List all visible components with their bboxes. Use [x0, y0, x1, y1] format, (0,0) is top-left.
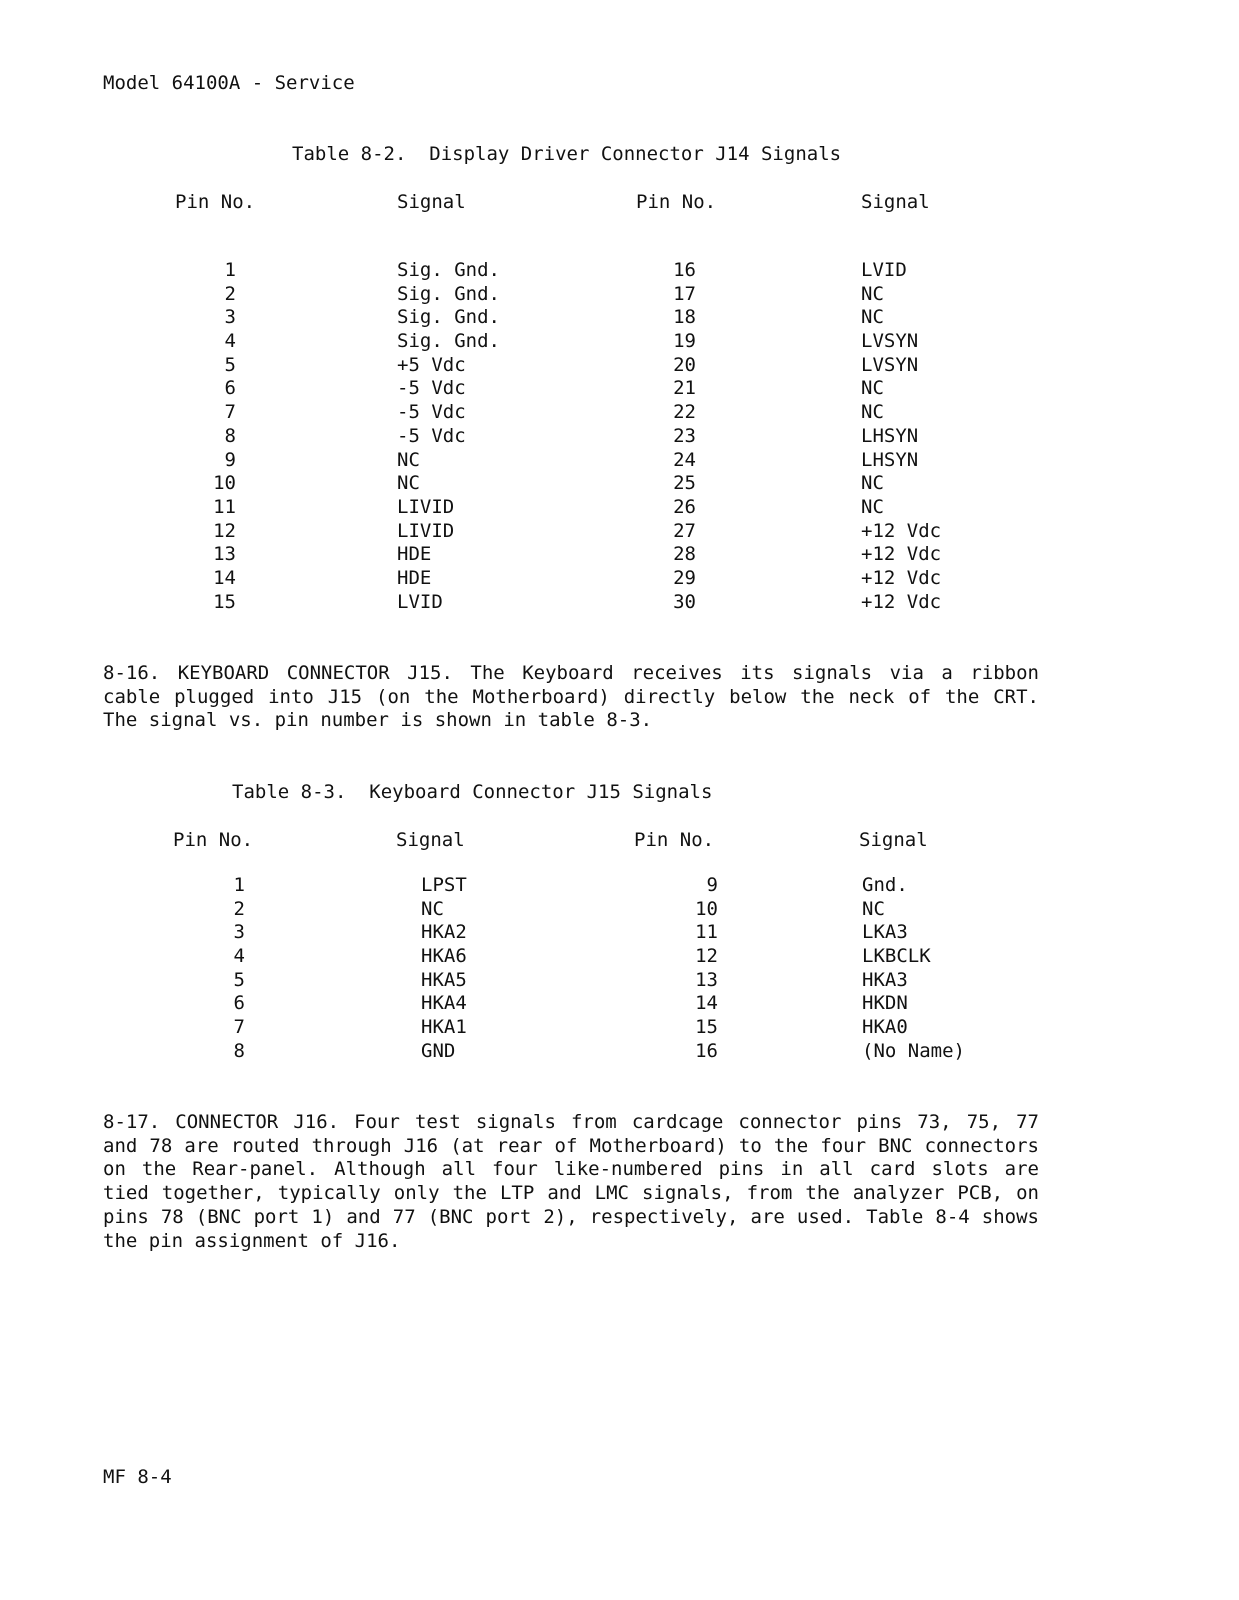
- table-cell-signal: HKA2: [421, 921, 467, 944]
- table-cell-pin: 5: [233, 968, 245, 991]
- table-cell-pin: 13: [213, 543, 236, 566]
- t3-right-signal-column: [862, 874, 1022, 1064]
- page-header: Model 64100A - Service: [103, 72, 355, 94]
- table-cell-pin: 14: [213, 566, 236, 589]
- t3-left-signal-column: [421, 874, 581, 1064]
- table-cell-signal: LKA3: [862, 921, 908, 944]
- table-cell-pin: 24: [673, 448, 696, 471]
- t3-right-pin-column: [678, 874, 718, 1064]
- table-cell-pin: 18: [673, 306, 696, 329]
- table-cell-signal: -5 Vdc: [397, 377, 466, 400]
- table-cell-signal: LVSYN: [861, 330, 919, 353]
- table-cell-signal: Sig. Gnd.: [397, 259, 500, 281]
- table-cell-signal: LVID: [861, 259, 907, 281]
- table-cell-pin: 1: [233, 874, 245, 896]
- table-cell-pin: 12: [695, 945, 718, 968]
- table-cell-signal: LPST: [421, 874, 467, 896]
- table-cell-pin: 16: [695, 1039, 718, 1062]
- table-cell-pin: 12: [213, 519, 236, 542]
- table-cell-pin: 7: [233, 1016, 245, 1039]
- table-cell-pin: 2: [233, 897, 245, 920]
- table-cell-pin: 25: [673, 472, 696, 495]
- table-cell-signal: (No Name): [862, 1039, 965, 1062]
- table-cell-pin: 13: [695, 968, 718, 991]
- table-cell-pin: 19: [673, 330, 696, 353]
- table-cell-signal: NC: [861, 306, 884, 329]
- t3-header-pin-left: Pin No.: [173, 829, 254, 851]
- table-cell-pin: 26: [673, 495, 696, 518]
- table-cell-signal: LIVID: [397, 519, 455, 542]
- t2-header-pin-left: Pin No.: [175, 191, 256, 213]
- table-cell-signal: NC: [397, 472, 420, 495]
- table-cell-signal: HKA0: [862, 1016, 908, 1039]
- table-cell-signal: -5 Vdc: [397, 401, 466, 424]
- table-cell-pin: 1: [224, 259, 236, 281]
- table-cell-pin: 8: [224, 424, 236, 447]
- table-cell-pin: 16: [673, 259, 696, 281]
- table-cell-pin: 2: [224, 282, 236, 305]
- table-cell-signal: GND: [421, 1039, 456, 1062]
- table-cell-signal: +12 Vdc: [861, 519, 942, 542]
- table-cell-pin: 9: [706, 874, 718, 896]
- table-cell-pin: 8: [233, 1039, 245, 1062]
- table-cell-pin: 17: [673, 282, 696, 305]
- table-cell-pin: 15: [695, 1016, 718, 1039]
- t2-right-pin-column: [656, 259, 696, 614]
- table-cell-pin: 6: [224, 377, 236, 400]
- table-cell-pin: 23: [673, 424, 696, 447]
- t2-right-signal-column: [861, 259, 1061, 614]
- table-cell-pin: 15: [213, 590, 236, 613]
- table-cell-pin: 14: [695, 992, 718, 1015]
- table-cell-signal: HKA6: [421, 945, 467, 968]
- table-cell-signal: NC: [861, 495, 884, 518]
- table-cell-pin: 11: [695, 921, 718, 944]
- table-cell-pin: 28: [673, 543, 696, 566]
- table-cell-pin: 10: [213, 472, 236, 495]
- t2-left-signal-column: [397, 259, 597, 614]
- table-cell-signal: Sig. Gnd.: [397, 282, 500, 305]
- t3-header-signal-right: Signal: [859, 829, 928, 851]
- table-cell-signal: +12 Vdc: [861, 590, 942, 613]
- table-cell-signal: LVSYN: [861, 353, 919, 376]
- table-cell-signal: NC: [861, 282, 884, 305]
- table-cell-signal: NC: [862, 897, 885, 920]
- t3-header-pin-right: Pin No.: [634, 829, 715, 851]
- table-cell-signal: LKBCLK: [862, 945, 931, 968]
- t3-left-pin-column: [205, 874, 245, 1064]
- table-cell-pin: 20: [673, 353, 696, 376]
- t2-header-pin-right: Pin No.: [636, 191, 717, 213]
- table-cell-signal: Sig. Gnd.: [397, 330, 500, 353]
- page-footer: MF 8-4: [103, 1466, 172, 1488]
- table-cell-signal: Sig. Gnd.: [397, 306, 500, 329]
- table-cell-signal: +5 Vdc: [397, 353, 466, 376]
- table-cell-signal: NC: [421, 897, 444, 920]
- table-cell-pin: 11: [213, 495, 236, 518]
- table-cell-pin: 5: [224, 353, 236, 376]
- table-cell-pin: 7: [224, 401, 236, 424]
- table-cell-pin: 6: [233, 992, 245, 1015]
- table-cell-signal: HKA1: [421, 1016, 467, 1039]
- t2-header-signal-left: Signal: [397, 191, 466, 213]
- table-cell-signal: NC: [397, 448, 420, 471]
- table-cell-signal: LHSYN: [861, 448, 919, 471]
- table-cell-signal: NC: [861, 401, 884, 424]
- table-cell-signal: +12 Vdc: [861, 566, 942, 589]
- table-cell-signal: LIVID: [397, 495, 455, 518]
- table-cell-pin: 10: [695, 897, 718, 920]
- table-cell-signal: HKA4: [421, 992, 467, 1015]
- table-8-2-title: Table 8-2. Display Driver Connector J14 Signals: [292, 143, 842, 165]
- table-cell-signal: HDE: [397, 543, 432, 566]
- table-cell-signal: HKDN: [862, 992, 908, 1015]
- table-cell-pin: 4: [224, 330, 236, 353]
- table-cell-pin: 3: [233, 921, 245, 944]
- table-cell-pin: 9: [224, 448, 236, 471]
- table-cell-signal: HDE: [397, 566, 432, 589]
- table-cell-signal: HKA5: [421, 968, 467, 991]
- table-cell-pin: 22: [673, 401, 696, 424]
- table-cell-pin: 4: [233, 945, 245, 968]
- table-cell-pin: 27: [673, 519, 696, 542]
- paragraph-8-17: 8-17. CONNECTOR J16. Four test signals from cardcage connector pins 73, 75, 77 and 78 are routed through J16 (at rear of Motherboard) to the four BNC connectors on the Rear-panel. Although all four like-numbered pins in all card slots are tied together, typically only the LTP and LMC signals, from the analyzer PCB, on pins 78 (BNC port 1) and 77 (BNC port 2), respectively, are used. Table 8-4 shows the pin assignment of J16.: [103, 1111, 1039, 1252]
- table-cell-signal: HKA3: [862, 968, 908, 991]
- table-cell-signal: NC: [861, 377, 884, 400]
- table-cell-pin: 21: [673, 377, 696, 400]
- paragraph-8-16: 8-16. KEYBOARD CONNECTOR J15. The Keyboard receives its signals via a ribbon cable plugged into J15 (on the Motherboard) directly below the neck of the CRT. The signal vs. pin number is shown in table 8-3.: [103, 662, 1039, 732]
- table-cell-signal: Gnd.: [862, 874, 908, 896]
- table-cell-signal: LHSYN: [861, 424, 919, 447]
- table-cell-signal: -5 Vdc: [397, 424, 466, 447]
- table-cell-pin: 29: [673, 566, 696, 589]
- table-cell-signal: +12 Vdc: [861, 543, 942, 566]
- table-cell-pin: 30: [673, 590, 696, 613]
- t2-left-pin-column: [196, 259, 236, 614]
- t2-header-signal-right: Signal: [861, 191, 930, 213]
- table-cell-pin: 3: [224, 306, 236, 329]
- table-8-3-title: Table 8-3. Keyboard Connector J15 Signals: [232, 781, 713, 803]
- t3-header-signal-left: Signal: [396, 829, 465, 851]
- table-cell-signal: NC: [861, 472, 884, 495]
- table-cell-signal: LVID: [397, 590, 443, 613]
